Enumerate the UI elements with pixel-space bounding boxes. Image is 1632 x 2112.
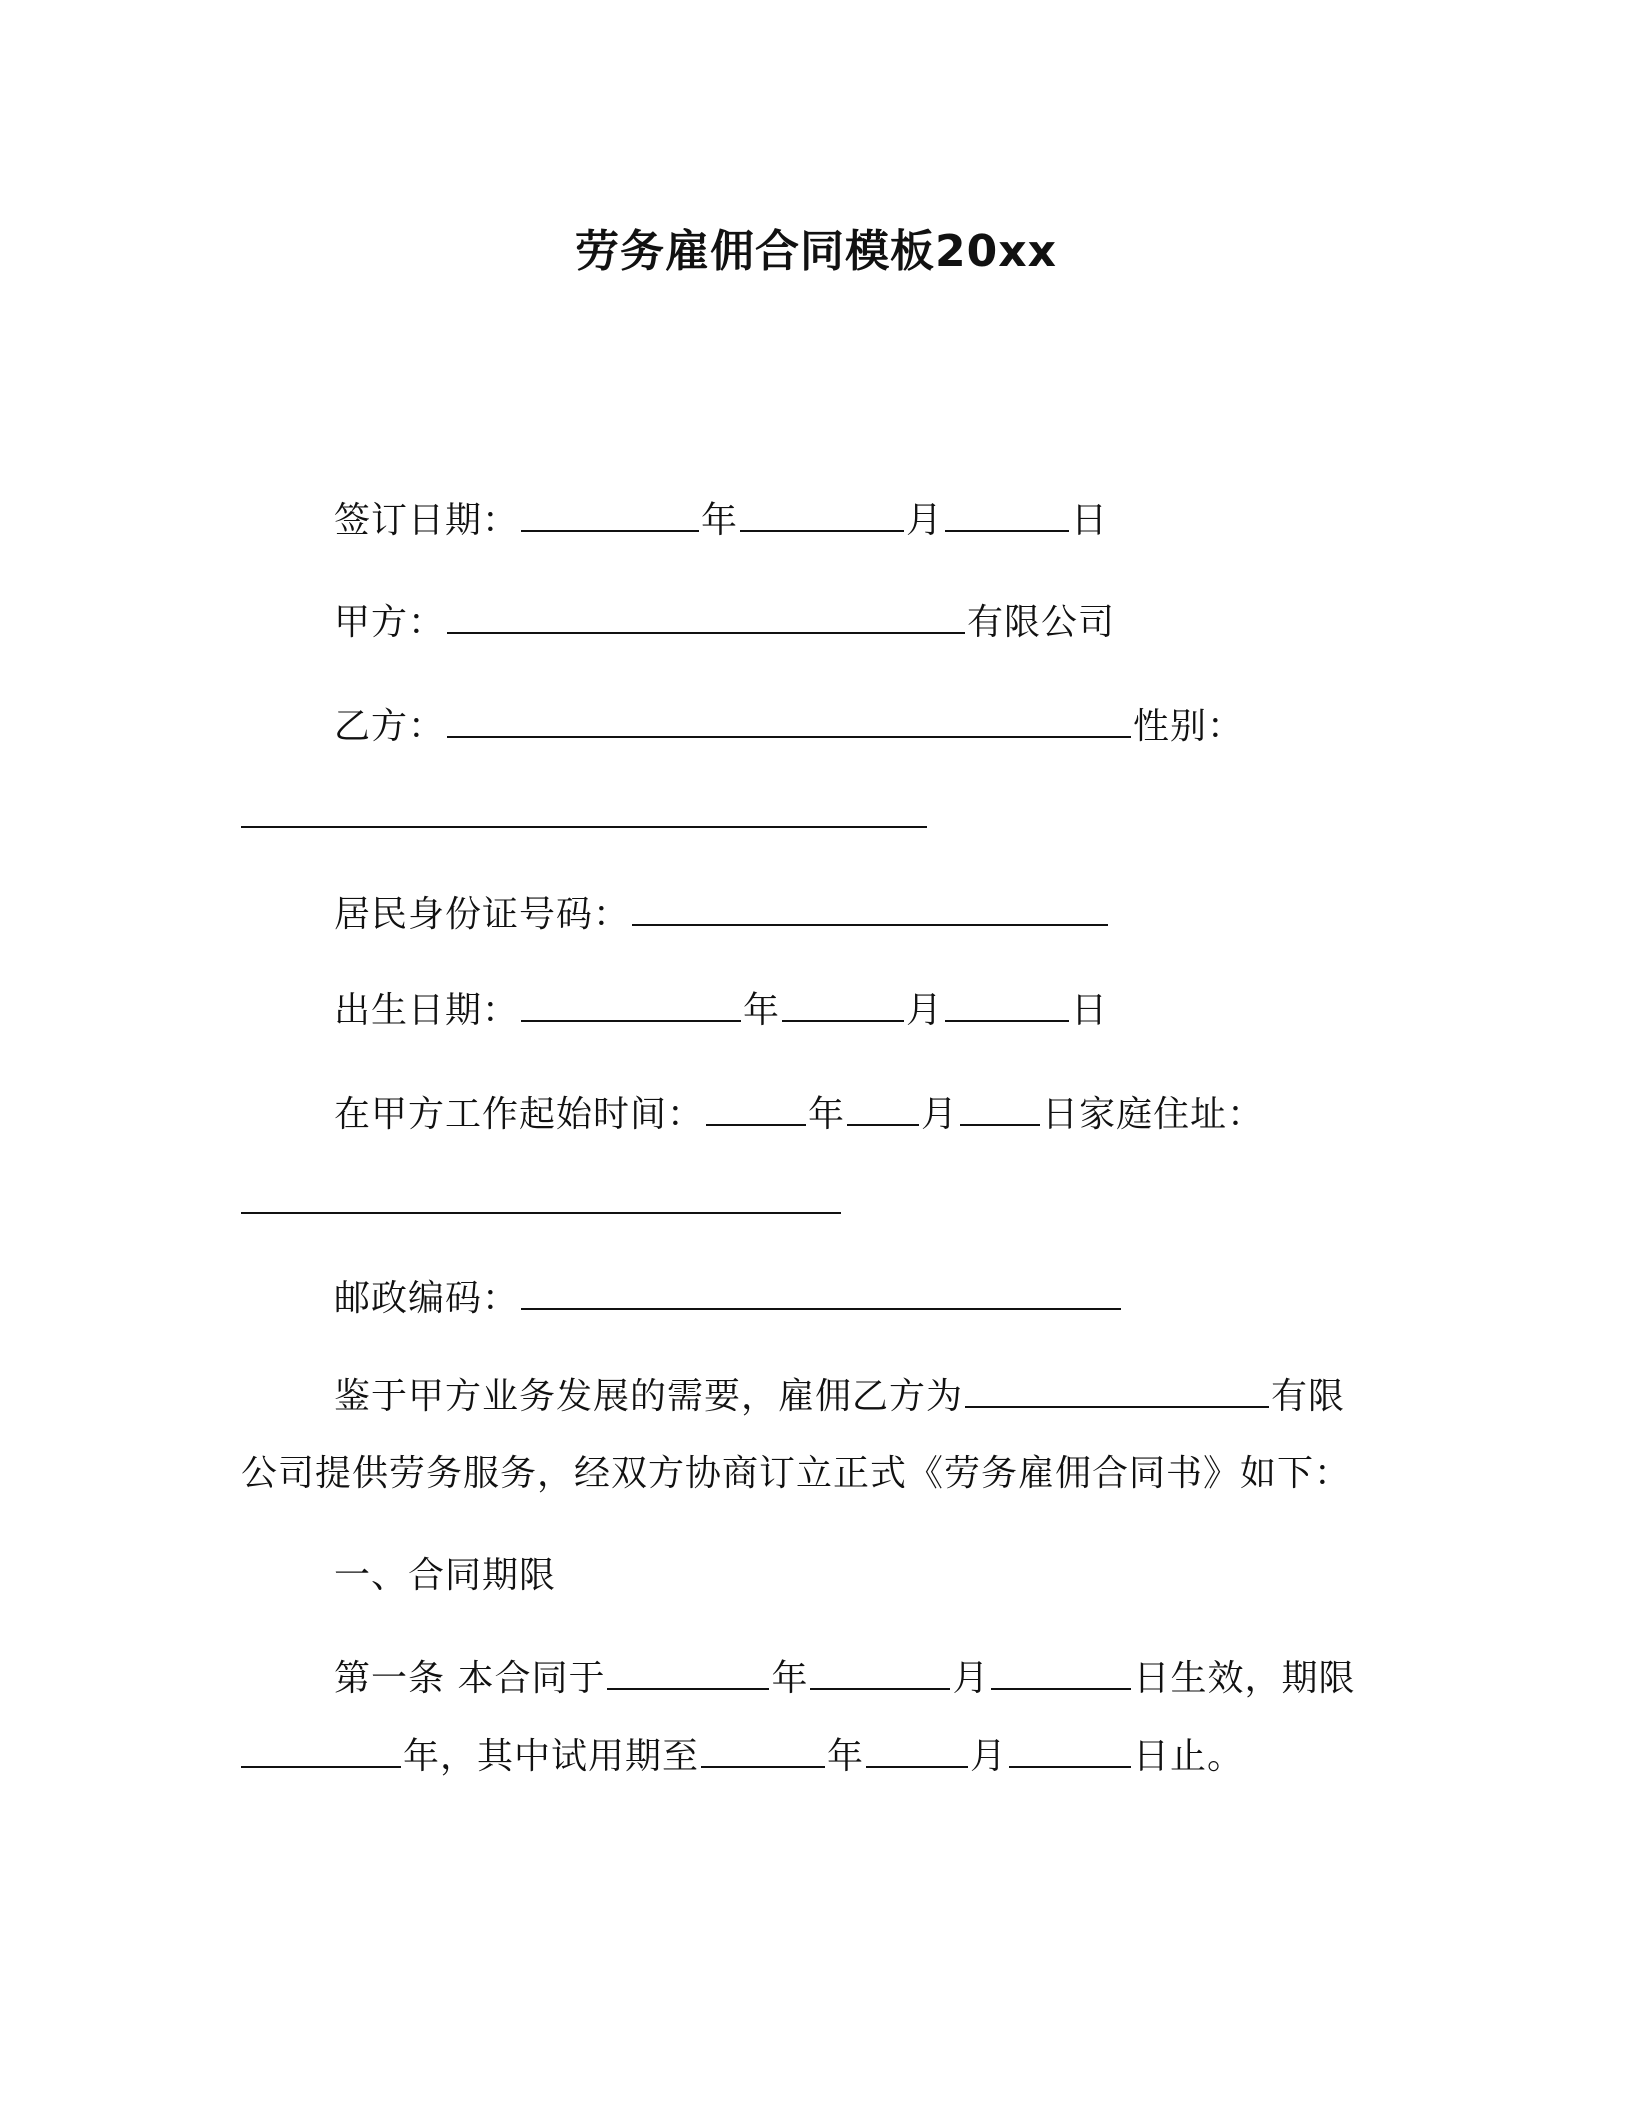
postcode-label: 邮政编码： [334, 1278, 520, 1319]
party-a-suffix: 有限公司 [967, 602, 1116, 643]
start-date-line [334, 1090, 1264, 1139]
preamble-text-1-end: 有限 [1271, 1376, 1346, 1417]
start-month-unit: 月 [921, 1094, 959, 1135]
preamble-text-2: 公司提供劳务服务，经双方协商订立正式《劳务雇佣合同书》如下： [241, 1453, 1352, 1494]
article-1-start: 第一条 本合同于 [334, 1658, 606, 1699]
party-b-label: 乙方： [334, 706, 446, 747]
start-day-unit: 日 [1042, 1094, 1080, 1135]
birth-month-blank[interactable] [782, 986, 904, 1022]
probation-text: 年，其中试用期至 [403, 1736, 700, 1777]
term-years-blank[interactable] [241, 1732, 401, 1768]
effective-year-unit: 年 [771, 1658, 809, 1699]
sign-year-blank[interactable] [521, 496, 699, 532]
gender-blank[interactable] [241, 826, 927, 828]
sign-month-blank[interactable] [740, 496, 904, 532]
sign-month-unit: 月 [906, 500, 944, 541]
party-a-line [334, 598, 1115, 647]
section-1-heading: 一、合同期限 [334, 1555, 557, 1596]
gender-label: 性别： [1133, 706, 1245, 747]
company-blank[interactable] [965, 1372, 1269, 1408]
birth-month-unit: 月 [906, 990, 944, 1031]
party-b-blank[interactable] [447, 702, 1131, 738]
probation-year-unit: 年 [827, 1736, 865, 1777]
effective-day-blank[interactable] [991, 1654, 1131, 1690]
effective-year-blank[interactable] [607, 1654, 769, 1690]
effective-month-unit: 月 [952, 1658, 990, 1699]
start-date-label: 在甲方工作起始时间： [334, 1094, 705, 1135]
probation-day-blank[interactable] [1009, 1732, 1131, 1768]
birth-day-blank[interactable] [945, 986, 1069, 1022]
probation-end-text: 日止。 [1133, 1736, 1245, 1777]
party-b-line [334, 702, 1244, 751]
id-number-label: 居民身份证号码： [334, 894, 631, 935]
address-blank[interactable] [241, 1212, 841, 1214]
sign-day-blank[interactable] [945, 496, 1069, 532]
birth-day-unit: 日 [1071, 990, 1109, 1031]
article-1-line-2 [241, 1732, 1244, 1781]
birth-year-unit: 年 [743, 990, 781, 1031]
preamble-line-2 [241, 1450, 1351, 1498]
effective-month-blank[interactable] [810, 1654, 950, 1690]
section-heading [334, 1552, 556, 1600]
address-label: 家庭住址： [1079, 1094, 1265, 1135]
effective-text: 日生效，期限 [1133, 1658, 1356, 1699]
preamble-line-1 [334, 1372, 1345, 1421]
document-title: 劳务雇佣合同模板20xx [575, 226, 1057, 277]
birth-year-blank[interactable] [521, 986, 741, 1022]
postcode-blank[interactable] [521, 1274, 1121, 1310]
id-number-blank[interactable] [632, 890, 1108, 926]
sign-day-unit: 日 [1071, 500, 1109, 541]
probation-year-blank[interactable] [701, 1732, 825, 1768]
party-a-blank[interactable] [447, 598, 965, 634]
birth-date-label: 出生日期： [334, 990, 520, 1031]
probation-month-unit: 月 [970, 1736, 1008, 1777]
sign-date-label: 签订日期： [334, 500, 520, 541]
start-month-blank[interactable] [847, 1090, 919, 1126]
start-day-blank[interactable] [960, 1090, 1040, 1126]
preamble-text-1: 鉴于甲方业务发展的需要，雇佣乙方为 [334, 1376, 964, 1417]
probation-month-blank[interactable] [866, 1732, 968, 1768]
start-year-unit: 年 [808, 1094, 846, 1135]
start-year-blank[interactable] [706, 1090, 806, 1126]
article-1-line-1 [334, 1654, 1356, 1703]
postcode-line [334, 1274, 1123, 1323]
sign-date-line [334, 496, 1108, 545]
party-a-label: 甲方： [334, 602, 446, 643]
id-number-line [334, 890, 1110, 939]
birth-date-line [334, 986, 1108, 1035]
sign-year-unit: 年 [701, 500, 739, 541]
